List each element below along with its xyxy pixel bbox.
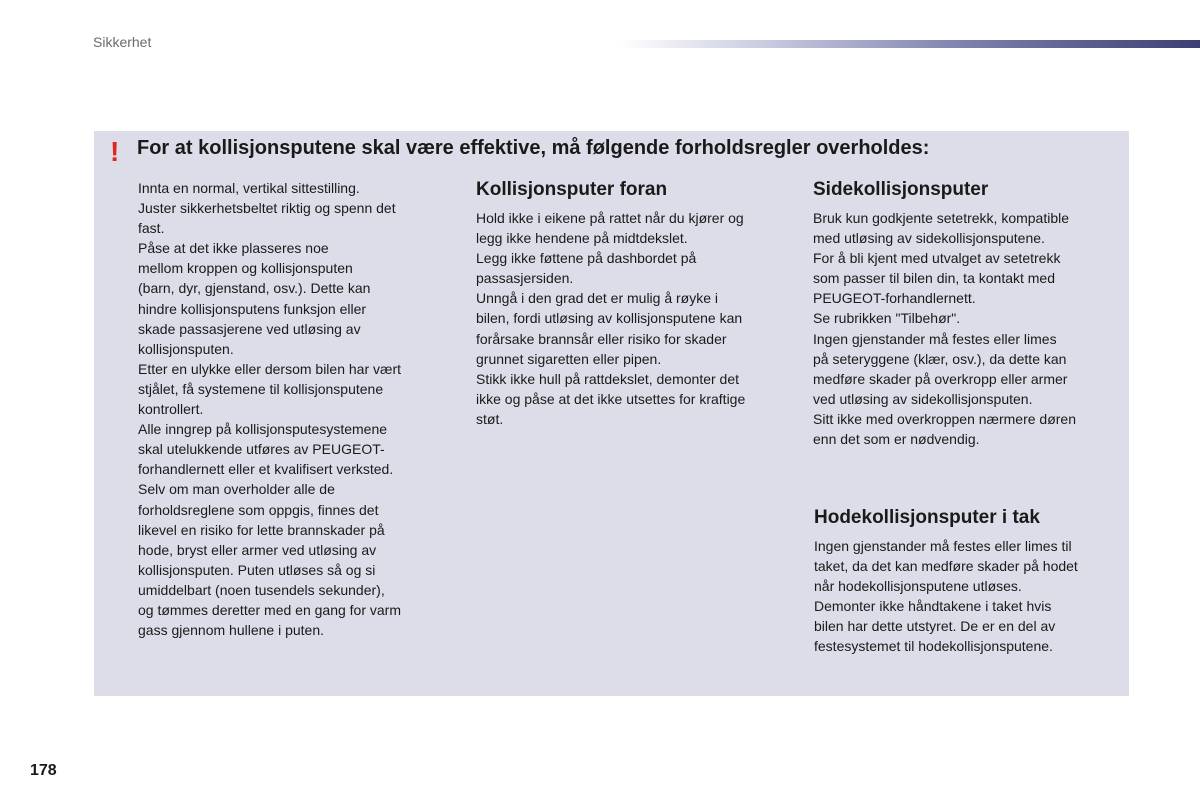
text-line: skal utelukkende utføres av PEUGEOT- (138, 441, 385, 458)
text-line: Stikk ikke hull på rattdekslet, demonter det (476, 370, 740, 387)
curtain-airbags-heading: Hodekollisjonsputer i tak (814, 507, 1040, 528)
text-line: Alle inngrep på kollisjonsputesystemene (138, 421, 388, 438)
text-line: Innta en normal, vertikal sittestilling. (138, 180, 360, 196)
text-line: forhandlernett eller et kvalifisert verksted. (138, 461, 394, 478)
text-line: Etter en ulykke eller dersom bilen har vært (138, 360, 401, 377)
curtain-airbags-lines (814, 536, 1114, 657)
text-line: For å bli kjent med utvalget av setetrekk (813, 250, 1061, 267)
text-line: Ingen gjenstander må festes eller limes (813, 330, 1057, 347)
text-line: umiddelbart (noen tusendels sekunder), (138, 581, 385, 598)
text-line: når hodekollisjonsputene utløses. (814, 578, 1022, 595)
panel-title: For at kollisjonsputene skal være effektive, må følgende forholdsregler overholdes: (137, 137, 930, 159)
text-line: Selv om man overholder alle de (138, 481, 335, 498)
text-line: forholdsreglene som oppgis, finnes det (138, 501, 379, 518)
text-line: PEUGEOT-forhandlernett. (813, 290, 976, 307)
text-line: Ingen gjenstander må festes eller limes til (814, 538, 1072, 554)
text-line: Påse at det ikke plasseres noe (138, 240, 329, 257)
text-line: og tømmes deretter med en gang for varm (138, 601, 401, 618)
text-line: bilen har dette utstyret. De er en del av (814, 618, 1056, 635)
text-line: skade passasjerene ved utløsing av (138, 320, 361, 337)
text-line: likevel en risiko for lette brannskader på (138, 521, 385, 538)
section-title: Sikkerhet (93, 34, 152, 50)
text-line: grunnet sigaretten eller pipen. (476, 350, 662, 367)
text-line: Unngå i den grad det er mulig å røyke i (476, 290, 719, 307)
text-line: ikke og påse at det ikke utsettes for kraftige (476, 390, 746, 407)
text-line: legg ikke hendene på midtdekslet. (476, 230, 688, 247)
text-line: kollisjonsputen. (138, 340, 234, 357)
text-line: taket, da det kan medføre skader på hodet (814, 558, 1078, 575)
text-line: mellom kroppen og kollisjonsputen (138, 260, 353, 277)
text-line: stjålet, få systemene til kollisjonsputene (138, 380, 384, 397)
text-line: ved utløsing av sidekollisjonsputen. (813, 390, 1033, 407)
text-line: passasjersiden. (476, 270, 574, 287)
text-line: festesystemet til hodekollisjonsputene. (814, 638, 1053, 655)
text-line: Demonter ikke håndtakene i taket hvis (814, 598, 1052, 615)
text-line: forårsake brannsår eller risiko for skader (476, 330, 727, 347)
text-line: Bruk kun godkjente setetrekk, kompatible (813, 210, 1070, 226)
text-line: støt. (476, 410, 504, 427)
text-line: kollisjonsputen. Puten utløses så og si (138, 561, 376, 578)
text-line: Juster sikkerhetsbeltet riktig og spenn det (138, 200, 396, 217)
text-line: (barn, dyr, gjenstand, osv.). Dette kan (138, 280, 371, 297)
text-line: som passer til bilen din, ta kontakt med (813, 270, 1056, 287)
text-line: kontrollert. (138, 401, 204, 418)
header-gradient-bar (620, 40, 1200, 48)
side-airbags-column (813, 178, 1113, 449)
side-airbags-lines (813, 208, 1113, 449)
text-line: enn det som er nødvendig. (813, 431, 980, 448)
warning-exclamation-icon: ! (110, 136, 120, 167)
intro-lines (138, 178, 438, 640)
text-line: Sitt ikke med overkroppen nærmere døren (813, 410, 1076, 427)
front-airbags-heading: Kollisjonsputer foran (476, 179, 668, 200)
text-line: fast. (138, 220, 165, 237)
intro-column (138, 178, 438, 640)
text-line: hindre kollisjonsputens funksjon eller (138, 300, 367, 317)
front-airbags-column (476, 178, 781, 429)
text-line: Legg ikke føttene på dashbordet på (476, 250, 697, 267)
text-line: Hold ikke i eikene på rattet når du kjører og (476, 210, 744, 226)
text-line: med utløsing av sidekollisjonsputene. (813, 230, 1045, 247)
text-line: gass gjennom hullene i puten. (138, 622, 325, 639)
front-airbags-lines (476, 208, 781, 429)
side-airbags-heading: Sidekollisjonsputer (813, 179, 989, 200)
page-number: 178 (30, 762, 57, 779)
text-line: på seteryggene (klær, osv.), da dette kan (813, 350, 1067, 367)
text-line: bilen, fordi utløsing av kollisjonsputene kan (476, 310, 743, 327)
text-line: Se rubrikken "Tilbehør". (813, 310, 961, 327)
curtain-airbags-column (814, 506, 1114, 657)
text-line: medføre skader på overkropp eller armer (813, 370, 1068, 387)
text-line: hode, bryst eller armer ved utløsing av (138, 541, 377, 558)
